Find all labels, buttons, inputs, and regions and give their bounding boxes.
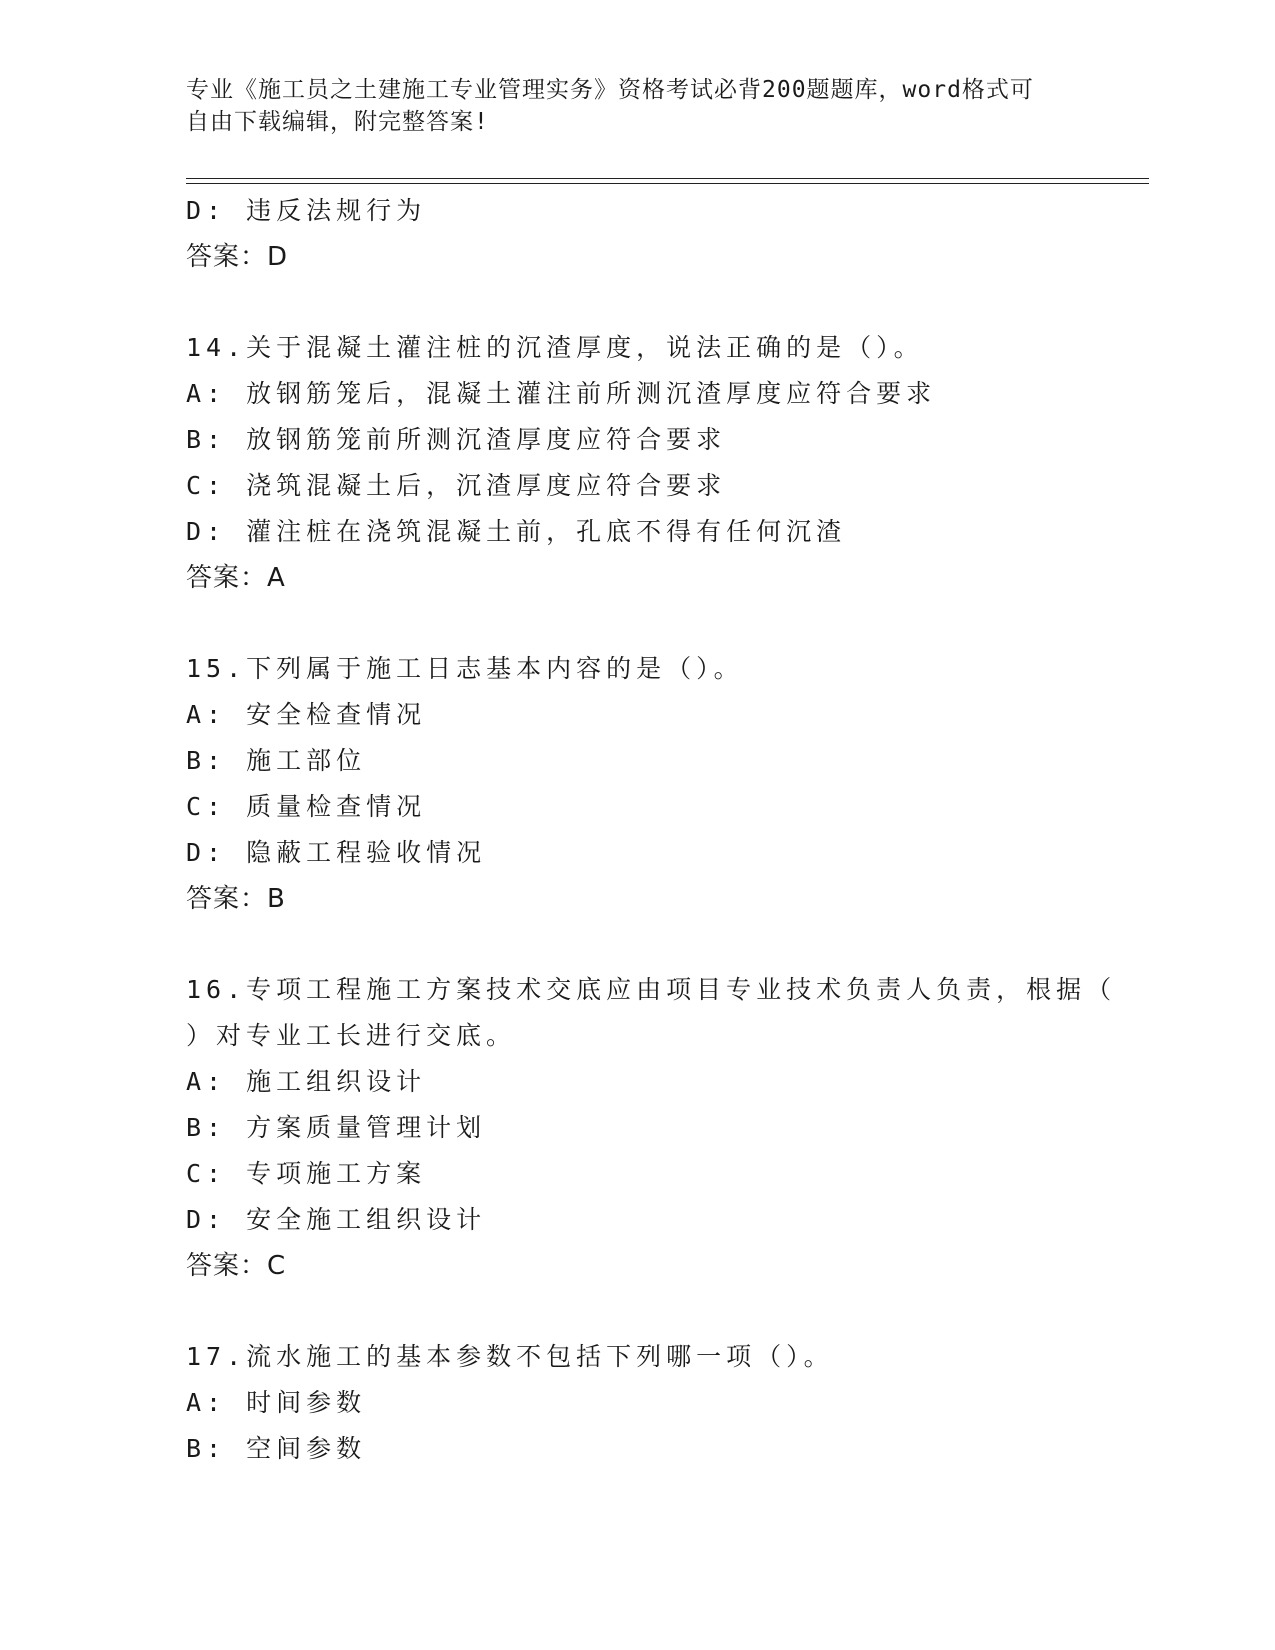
option-c: C: 专项施工方案 — [186, 1159, 427, 1188]
question-block-17 — [186, 1334, 1086, 1472]
header-line-1: 专业《施工员之土建施工专业管理实务》资格考试必背200题题库，word格式可 — [186, 77, 1034, 103]
question-stem-line-2: ）对专业工长进行交底。 — [186, 1021, 517, 1050]
header-divider-bottom — [186, 183, 1149, 184]
answer: 答案：B — [186, 884, 286, 914]
question-stem-line-1: 16.专项工程施工方案技术交底应由项目专业技术负责人负责，根据（ — [186, 975, 1117, 1004]
option-d: D: 灌注桩在浇筑混凝土前，孔底不得有任何沉渣 — [186, 517, 847, 546]
option-d: D: 违反法规行为 — [186, 196, 427, 225]
option-b: B: 放钢筋笼前所测沉渣厚度应符合要求 — [186, 425, 727, 454]
option-c: C: 浇筑混凝土后，沉渣厚度应符合要求 — [186, 471, 727, 500]
question-block-15 — [186, 646, 1086, 922]
answer: 答案：A — [186, 563, 286, 593]
document-header — [186, 74, 1066, 138]
option-b: B: 施工部位 — [186, 746, 367, 775]
option-b: B: 空间参数 — [186, 1434, 367, 1463]
question-stem: 17.流水施工的基本参数不包括下列哪一项（）。 — [186, 1342, 834, 1371]
option-a: A: 施工组织设计 — [186, 1067, 427, 1096]
question-block-16 — [186, 967, 1117, 1289]
document-body — [186, 188, 1117, 1472]
option-a: A: 安全检查情况 — [186, 700, 427, 729]
option-c: C: 质量检查情况 — [186, 792, 427, 821]
option-b: B: 方案质量管理计划 — [186, 1113, 487, 1142]
header-line-2: 自由下载编辑，附完整答案! — [186, 109, 489, 135]
option-a: A: 放钢筋笼后，混凝土灌注前所测沉渣厚度应符合要求 — [186, 379, 937, 408]
question-stem: 15.下列属于施工日志基本内容的是（）。 — [186, 654, 744, 683]
question-block-13 — [186, 188, 1086, 280]
option-d: D: 安全施工组织设计 — [186, 1205, 487, 1234]
answer: 答案：C — [186, 1251, 287, 1281]
option-d: D: 隐蔽工程验收情况 — [186, 838, 487, 867]
header-divider-top — [186, 178, 1149, 179]
answer: 答案：D — [186, 242, 289, 272]
question-block-14 — [186, 325, 1086, 601]
option-a: A: 时间参数 — [186, 1388, 367, 1417]
question-stem: 14.关于混凝土灌注桩的沉渣厚度，说法正确的是（）。 — [186, 333, 924, 362]
